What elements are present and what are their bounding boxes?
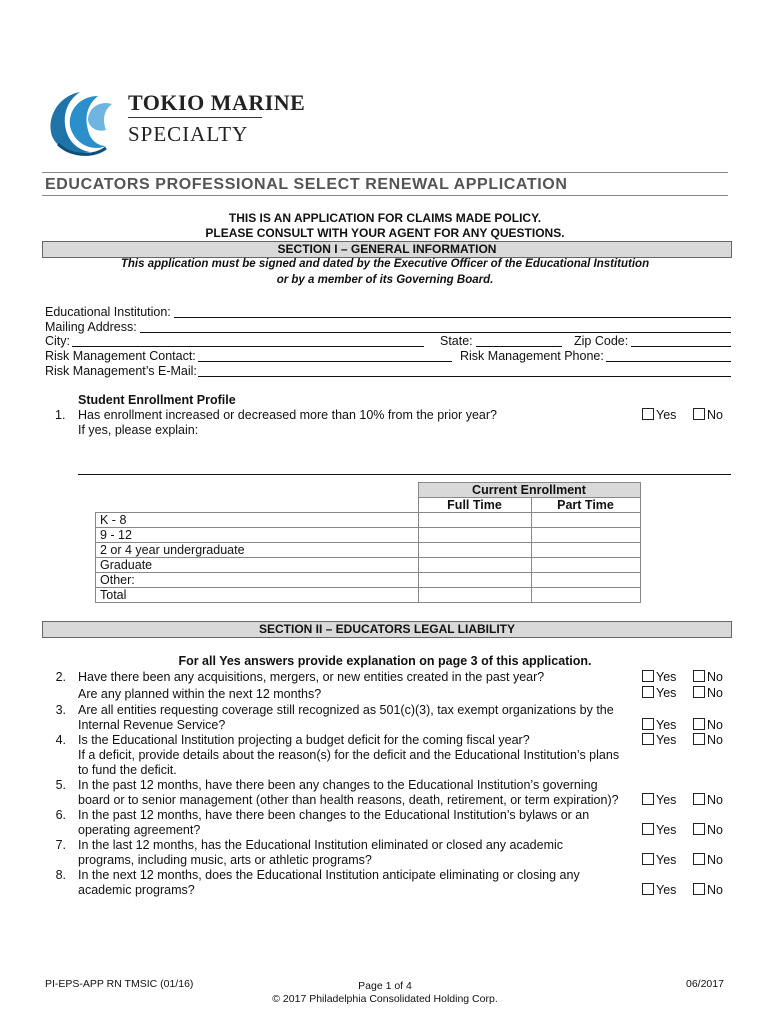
q7-no-option[interactable]: No [693,853,723,867]
question2-line1: Have there been any acquisitions, mergers, or new entities created in the past year? [78,670,545,684]
q1-explanation-field[interactable] [78,474,731,475]
mailing-field[interactable] [140,332,731,333]
question6-number: 6. [55,808,66,822]
full-time-cell[interactable] [418,588,531,603]
table-header-spacer [96,483,419,498]
full-time-cell[interactable] [418,513,531,528]
city-field[interactable] [72,346,424,347]
question3-line2: Internal Revenue Service? [78,718,226,732]
row-label: K - 8 [96,513,419,528]
q3-yes-option[interactable]: Yes [642,718,676,732]
logo-divider [128,117,262,118]
q2b-yes-option[interactable]: Yes [642,686,676,700]
q2b-no-option[interactable]: No [693,686,723,700]
question4-line2: If a deficit, provide details about the reason(s) for the deficit and the Educational Institution’s plans [78,748,620,762]
q3-no-option[interactable]: No [693,718,723,732]
checkbox[interactable] [642,718,654,730]
q6-no-option[interactable]: No [693,823,723,837]
q8-no-option[interactable]: No [693,883,723,897]
checkbox[interactable] [693,883,705,895]
q4-no-option[interactable]: No [693,733,723,747]
section2-heading: SECTION II – EDUCATORS LEGAL LIABILITY [42,621,732,638]
question6-line1: In the past 12 months, have there been changes to the Educational Institution’s bylaws or an [78,808,590,822]
checkbox[interactable] [642,408,654,420]
current-enrollment-header: Current Enrollment [418,483,640,498]
table-row [96,558,641,573]
row-label: Other: [96,573,419,588]
full-time-cell[interactable] [418,558,531,573]
part-time-cell[interactable] [531,513,640,528]
q6-yes-option[interactable]: Yes [642,823,676,837]
section1-note2: or by a member of its Governing Board. [276,274,494,286]
question2-line2: Are any planned within the next 12 months? [78,687,322,701]
question5-number: 5. [55,778,66,792]
row-label: 2 or 4 year undergraduate [96,543,419,558]
checkbox[interactable] [642,823,654,835]
question1-text: Has enrollment increased or decreased more than 10% from the prior year? [78,408,497,422]
logo-line2: SPECIALTY [128,122,249,146]
table-row [96,513,641,528]
section1-heading: SECTION I – GENERAL INFORMATION [42,241,732,258]
rm-phone-field[interactable] [606,361,731,362]
checkbox[interactable] [693,686,705,698]
checkbox[interactable] [693,408,705,420]
question4-number: 4. [55,733,66,747]
question6-line2: operating agreement? [78,823,201,837]
checkbox[interactable] [642,686,654,698]
checkbox[interactable] [642,733,654,745]
question7-line2: programs, including music, arts or athletic programs? [78,853,372,867]
part-time-cell[interactable] [531,558,640,573]
checkbox[interactable] [693,718,705,730]
form-date: 06/2017 [686,978,724,990]
full-time-header: Full Time [418,498,531,513]
part-time-cell[interactable] [531,573,640,588]
institution-field[interactable] [174,317,731,318]
q4-yes-option[interactable]: Yes [642,733,676,747]
table-row [96,573,641,588]
row-label: Total [96,588,419,603]
part-time-cell[interactable] [531,543,640,558]
checkbox[interactable] [642,793,654,805]
row-label: 9 - 12 [96,528,419,543]
title-rule-top [42,172,728,173]
question1-number: 1. [55,408,66,422]
question5-line2: board or to senior management (other than health reasons, death, retirement, or term expiration)? [78,793,619,807]
enrollment-table [95,482,641,603]
checkbox[interactable] [693,853,705,865]
claims-made-notice: THIS IS AN APPLICATION FOR CLAIMS MADE POLICY. [228,211,542,225]
rm-email-field[interactable] [198,376,731,377]
form-id: PI-EPS-APP RN TMSIC (01/16) [45,978,194,990]
tokio-marine-logo [44,86,124,160]
full-time-cell[interactable] [418,573,531,588]
state-label: State: [440,334,473,348]
checkbox[interactable] [642,670,654,682]
q1-yes-option[interactable]: Yes [642,408,676,422]
question5-line1: In the past 12 months, have there been any changes to the Educational Institution’s governing [78,778,598,792]
rm-phone-label: Risk Management Phone: [460,349,604,363]
rm-email-label: Risk Management’s E-Mail: [45,364,197,378]
q2a-no-option[interactable]: No [693,670,723,684]
question8-number: 8. [55,868,66,882]
question4-line1: Is the Educational Institution projecting a budget deficit for the coming fiscal year? [78,733,530,747]
mailing-label: Mailing Address: [45,320,137,334]
question3-number: 3. [55,703,66,717]
zip-field[interactable] [631,346,731,347]
zip-label: Zip Code: [574,334,629,348]
table-subheader-row [96,498,641,513]
question7-number: 7. [55,838,66,852]
question4-line3: to fund the deficit. [78,763,177,777]
enrollment-profile-heading: Student Enrollment Profile [78,393,236,407]
city-label: City: [45,334,70,348]
checkbox[interactable] [693,670,705,682]
state-field[interactable] [476,346,562,347]
rm-contact-label: Risk Management Contact: [45,349,196,363]
checkbox[interactable] [693,823,705,835]
question8-line2: academic programs? [78,883,195,897]
rm-contact-field[interactable] [198,361,452,362]
table-subheader-spacer [96,498,419,513]
q5-yes-option[interactable]: Yes [642,793,676,807]
checkbox[interactable] [642,883,654,895]
q5-no-option[interactable]: No [693,793,723,807]
checkbox[interactable] [693,733,705,745]
section2-instruction: For all Yes answers provide explanation on page 3 of this application. [178,654,592,668]
table-row [96,528,641,543]
part-time-cell[interactable] [531,528,640,543]
institution-label: Educational Institution: [45,305,171,319]
page-number: Page 1 of 4 [358,980,412,992]
q7-yes-option[interactable]: Yes [642,853,676,867]
table-row [96,588,641,603]
consult-agent-notice: PLEASE CONSULT WITH YOUR AGENT FOR ANY QUESTIONS. [205,226,565,240]
checkbox[interactable] [642,853,654,865]
q8-yes-option[interactable]: Yes [642,883,676,897]
part-time-cell[interactable] [531,588,640,603]
part-time-header: Part Time [531,498,640,513]
logo-line1: TOKIO MARINE [128,90,306,115]
table-row [96,543,641,558]
document-title: EDUCATORS PROFESSIONAL SELECT RENEWAL APPLICATION [45,176,568,193]
table-header-row [96,483,641,498]
q1-no-option[interactable]: No [693,408,723,422]
title-rule-bottom [42,195,728,196]
row-label: Graduate [96,558,419,573]
checkbox[interactable] [693,793,705,805]
question3-line1: Are all entities requesting coverage still recognized as 501(c)(3), tax exempt organizations by the [78,703,614,717]
q2a-yes-option[interactable]: Yes [642,670,676,684]
copyright: © 2017 Philadelphia Consolidated Holding Corp. [272,993,498,1005]
full-time-cell[interactable] [418,528,531,543]
question1-explain-label: If yes, please explain: [78,423,199,437]
question7-line1: In the last 12 months, has the Educational Institution eliminated or closed any academic [78,838,564,852]
full-time-cell[interactable] [418,543,531,558]
question2-number: 2. [55,670,66,684]
question8-line1: In the next 12 months, does the Educational Institution anticipate eliminating or closing any [78,868,580,882]
section1-note1: This application must be signed and dated by the Executive Officer of the Educational Institution [120,258,650,270]
